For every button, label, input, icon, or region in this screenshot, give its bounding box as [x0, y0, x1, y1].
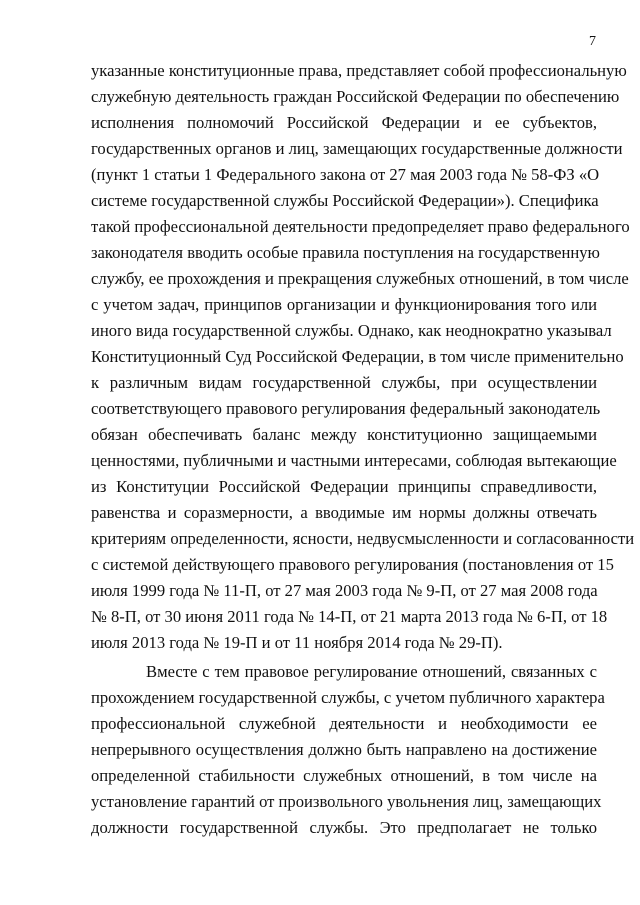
text-line: указанные конституционные права, представляет собой профессиональную [91, 61, 627, 80]
text-line: служебную деятельность граждан Российской Федерации по обеспечению [91, 87, 620, 106]
text-line: к различным видам государственной службы, при осуществлении [91, 373, 597, 392]
text-line: с системой действующего правового регулирования (постановления от 15 [91, 555, 614, 574]
text-line: из Конституции Российской Федерации принципы справедливости, [91, 477, 597, 496]
text-line: профессиональной служебной деятельности и необходимости ее [91, 714, 597, 733]
text-line: такой профессиональной деятельности предопределяет право федерального [91, 217, 630, 236]
text-line: (пункт 1 статьи 1 Федерального закона от 27 мая 2003 года № 58-ФЗ «О [91, 165, 600, 184]
text-line: с учетом задач, принципов организации и функционирования того или [91, 295, 597, 314]
text-line: непрерывного осуществления должно быть направлено на достижение [91, 740, 597, 759]
paragraph-2 [91, 659, 605, 841]
text-line: Конституционный Суд Российской Федерации, в том числе применительно [91, 347, 624, 366]
text-line: определенной стабильности служебных отношений, в том числе на [91, 766, 597, 785]
text-line: иного вида государственной службы. Однако, как неоднократно указывал [91, 321, 612, 340]
text-line: июля 1999 года № 11-П, от 27 мая 2003 года № 9-П, от 27 мая 2008 года [91, 581, 598, 600]
text-line: № 8-П, от 30 июня 2011 года № 14-П, от 21 марта 2013 года № 6-П, от 18 [91, 607, 608, 626]
text-line: государственных органов и лиц, замещающих государственные должности [91, 139, 623, 158]
text-line: Вместе с тем правовое регулирование отношений, связанных с [146, 662, 597, 681]
text-line: обязан обеспечивать баланс между конституционно защищаемыми [91, 425, 597, 444]
text-line: установление гарантий от произвольного увольнения лиц, замещающих [91, 792, 602, 811]
text-line: исполнения полномочий Российской Федерации и ее субъектов, [91, 113, 597, 132]
page-number: 7 [589, 34, 596, 49]
text-line: законодателя вводить особые правила поступления на государственную [91, 243, 600, 262]
text-line: июля 2013 года № 19-П и от 11 ноября 2014 года № 29-П). [91, 633, 503, 652]
text-line: системе государственной службы Российской Федерации»). Специфика [91, 191, 599, 210]
text-line: соответствующего правового регулирования федеральный законодатель [91, 399, 601, 418]
text-line: должности государственной службы. Это предполагает не только [91, 818, 597, 837]
text-line: равенства и соразмерности, а вводимые им нормы должны отвечать [91, 503, 597, 522]
paragraph-1 [91, 58, 635, 656]
text-line: критериям определенности, ясности, недвусмысленности и согласованности [91, 529, 635, 548]
text-line: прохождением государственной службы, с учетом публичного характера [91, 688, 605, 707]
document-body [91, 58, 635, 841]
text-line: службу, ее прохождения и прекращения служебных отношений, в том числе [91, 269, 629, 288]
text-line: ценностями, публичными и частными интересами, соблюдая вытекающие [91, 451, 617, 470]
